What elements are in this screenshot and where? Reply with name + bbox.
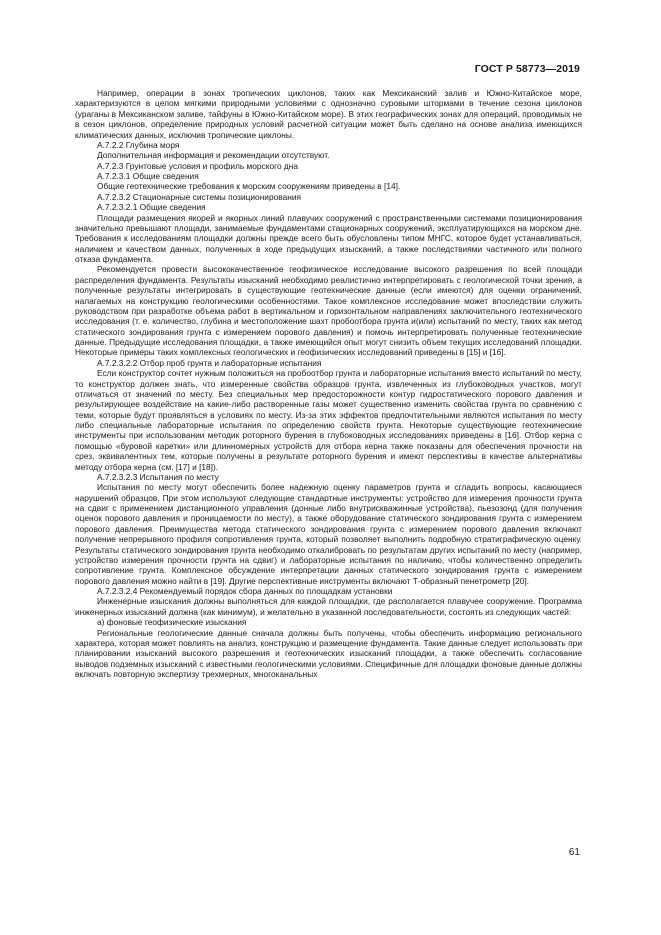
paragraph-regional-data: Региональные геологические данные сначала должны быть получены, чтобы обеспечить информацию регионального характера, которая может повлиять на анализ, конструкцию и размещение фундамента. Такие данные следует использовать при планировании изысканий высокого разрешения и геотехнических изысканий площадки, а также обеспечить согласование выводов подземных изысканий с известными геологическими условиями. Специфичные для площадки фоновые данные должны включать повторную экспертизу трехмерных, многоканальных xyxy=(75,627,582,679)
heading-a-7-2-3-2-1: А.7.2.3.2.1 Общие сведения xyxy=(97,202,206,213)
paragraph-general-geotech: Общие геотехнические требования к морским сооружениям приведены в [14]. xyxy=(97,181,401,192)
heading-a-7-2-3-1: А.7.2.3.1 Общие сведения xyxy=(97,171,199,181)
heading-a-7-2-3: А.7.2.3 Грунтовые условия и профиль морского дна xyxy=(97,160,299,171)
page-body xyxy=(75,88,582,679)
paragraph-no-additional-info: Дополнительная информация и рекомендации отсутствуют. xyxy=(97,150,330,161)
paragraph-soil-sampling: Если конструктор сочтет нужным положиться на пробоотбор грунта и лабораторные испытания вместо испытаний по месту, то конструктор должен знать, что измеренные свойства образцов грунта, извлеченных из глубоководных участков, могут отличаться от значений по месту. Без специальных мер предосторожности контур гидростатического порового давления и результирующее воздействие на какие-либо растворенные газы может существенно изменить свойства грунта по сравнению с теми, которые будут проявляться в условиях по месту. Из-за этих эффектов предпочтительными являются испытания по месту либо специальные лабораторные испытания по определению свойств грунта. Некоторые существующие геотехнические инструменты при использовании методик роторного бурения в глубоководных исследованиях приведены в [16]. Отбор керна с помощью «буровой каретки» или длинномерных устройств для отбора керна также показаны для обеспечения прочности на срез, эквивалентных тем, которые получены в результате роторного бурения и имеют перспективы в качестве альтернативы методу отбора керна (см. [17] и [18]). xyxy=(75,368,582,472)
paragraph-in-situ-tests: Испытания по месту могут обеспечить более надежную оценку параметров грунта и сгладить вопросы, касающиеся нарушений образцов. При этом используют следующие стандартные инструменты: устройство для измерения прочности грунта на сдвиг с применением дистанционного управления (донные либо внутрискважинные устройства), пьезозонд (для получения оценок порового давления и проницаемости по месту), а также оборудование статического зондирования грунта с измерением порового давления. Преимущества метода статического зондирования грунта с измерением порового давления включают получение непрерывного профиля сопротивления грунта, который позволяет выполнить подробную стратиграфическую оценку. Результаты статического зондирования грунта необходимо откалибровать по результатам других испытаний по месту (например, устройство измерения прочности грунта на сдвиг) и лабораторные испытания по наличию, чтобы количественно определить сопротивление грунта. Комплексное обсуждение интерпретации данных статического зондирования грунта с измерением порового давления можно найти в [19]. Другие перспективные инструменты включают Т-образный пенетрометр [20]. xyxy=(75,482,582,586)
heading-a-7-2-3-2-2: А.7.2.3.2.2 Отбор проб грунта и лабораторные испытания xyxy=(97,357,322,368)
heading-a-7-2-3-2: А.7.2.3.2 Стационарные системы позиционирования xyxy=(97,191,302,202)
document-id-header: ГОСТ Р 58773—2019 xyxy=(474,63,580,75)
paragraph-cyclone-zones: Например, операции в зонах тропических циклонов, таких как Мексиканский залив и Южно-Китайское море, характеризуются в целом мягкими природными условиями с однозначно суровыми штормами в течение сезона циклонов (ураганы в Мексиканском заливе, тайфуны в Южно-Китайском море). В этих географических зонах для операций, проводимых не в сезон циклонов, определение природных условий расчетной ситуации может быть сделано на основе анализа имеющихся климатических данных, исключив тропические циклоны. xyxy=(75,88,582,140)
heading-a-7-2-2: А.7.2.2 Глубина моря xyxy=(97,139,180,150)
paragraph-engineering-surveys: Инженерные изыскания должны выполняться для каждой площадки, где располагается плавучее сооружение. Программа инженерных изысканий должна (как минимум), и желательно в указанной последовательности, состоять из следующих частей: xyxy=(75,596,582,617)
heading-a-7-2-3-2-3: А.7.2.3.2.3 Испытания по месту xyxy=(97,471,219,482)
heading-a-7-2-3-2-4: А.7.2.3.2.4 Рекомендуемый порядок сбора данных по площадкам установки xyxy=(97,586,393,596)
paragraph-geophysical-survey: Рекомендуется провести высококачественное геофизическое исследование высокого разрешения по всей площади распределения фундамента. Результаты изысканий необходимо реалистично интерпретировать с геологической точки зрения, а полученные результаты интегрировать в существующие геотехнические данные (если имеются) для оценки ограничений, налагаемых на конструкцию геологическими особенностями. Такое комплексное исследование может впоследствии служить руководством при разработке объема работ в вертикальном и горизонтальном направлениях заключительного геотехнического исследования (т. е. количество, глубина и местоположение шахт пробоотбора грунта и(или) испытаний по месту, таких как метод статического зондирования грунта с измерением порового давления) и помочь интерпретировать полученные геотехнические данные. Предыдущие исследования площадки, а также имеющийся опыт могут снизить объем текущих исследований площадки. Некоторые примеры таких комплексных геологических и геофизических исследований приведены в [15] и [16]. xyxy=(75,264,582,358)
paragraph-anchor-areas: Площади размещения якорей и якорных линий плавучих сооружений с пространственными системами позиционирования значительно превышают площади, занимаемые фундаментами стационарных сооружений, эксплуатирующихся на морском дне. Требования к исследованиям площадки должны прежде всего быть обусловлены типом МНГС, которое будет устанавливаться, наличием и качеством данных, полученных в ходе предыдущих изысканий, а также последствиями частичного или полного отказа фундамента. xyxy=(75,212,582,264)
list-item-a-background-surveys: а) фоновые геофизические изыскания xyxy=(97,617,247,628)
page-number: 61 xyxy=(568,847,580,858)
